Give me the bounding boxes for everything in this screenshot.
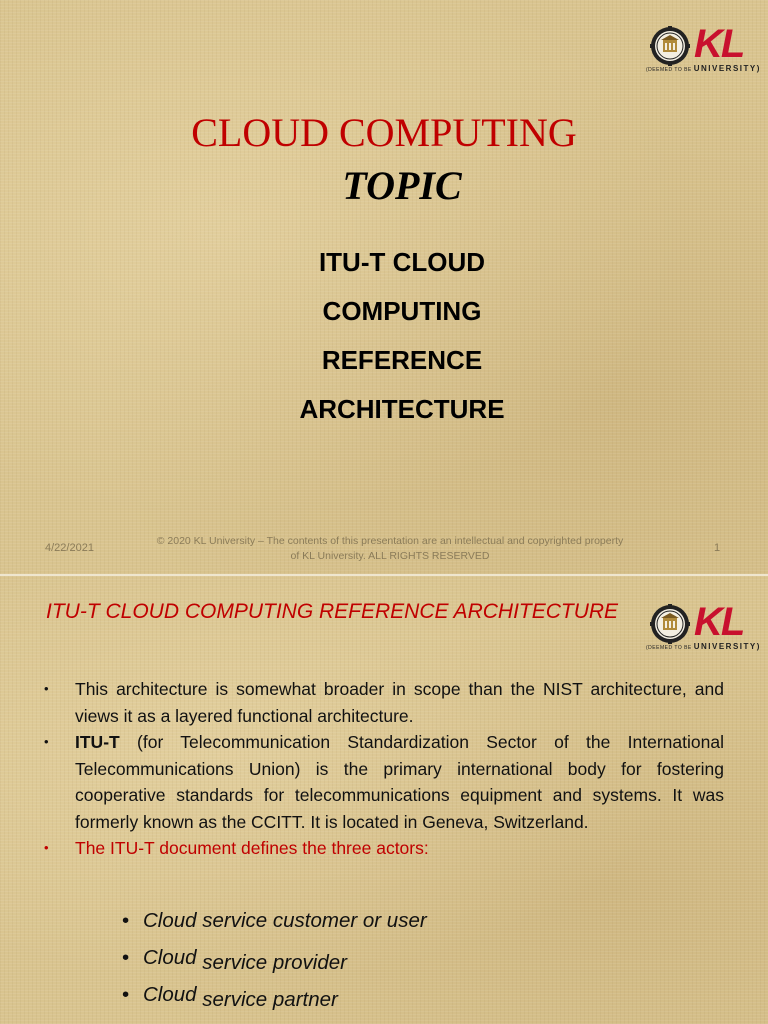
- list-item: [122, 902, 427, 939]
- actor-text-first: Cloud: [143, 946, 197, 969]
- copyright-line: of KL University. ALL RIGHTS RESERVED: [290, 550, 490, 562]
- bullet-icon: •: [122, 983, 130, 1006]
- logo-deemed-text: (DEEMED TO BE: [646, 67, 692, 73]
- list-item: [44, 729, 724, 835]
- subtitle-line: ITU-T CLOUD: [318, 247, 486, 277]
- actor-text-rest: service partner: [196, 988, 338, 1011]
- university-seal-icon: [650, 604, 690, 644]
- slide-title-topic: TOPIC: [342, 163, 462, 208]
- actor-text-first: Cloud: [143, 983, 197, 1006]
- logo-kl-text: KL: [694, 22, 744, 66]
- actor-text: Cloud service customer or user: [143, 909, 427, 932]
- bullet-text: This architecture is somewhat broader in scope than the NIST architecture, and views it as a layered functional architecture.: [75, 679, 724, 726]
- kl-university-logo: [646, 598, 766, 654]
- footer-date: 4/22/2021: [45, 542, 94, 554]
- bullet-list: [44, 676, 724, 862]
- university-seal-icon: [650, 26, 690, 66]
- subtitle-line: COMPUTING: [322, 296, 482, 326]
- bullet-icon: •: [122, 909, 130, 932]
- logo-university-text: UNIVERSITY): [693, 642, 761, 651]
- list-item: [122, 976, 427, 1013]
- kl-university-logo: [646, 20, 766, 76]
- footer-copyright: [120, 534, 660, 564]
- page-number: 1: [714, 542, 721, 554]
- slide-subtitle: [0, 238, 768, 434]
- bullet-text: (for Telecommunication Standardization Sector of the International Telecommunications Union) is the primary international body for fostering cooperative standards for telecommunications equipment and systems. It was formerly known as the CCITT. It is located in Geneva, Switzerland.: [75, 732, 724, 832]
- subtitle-line: ARCHITECTURE: [299, 394, 505, 424]
- list-item: [44, 676, 724, 729]
- bullet-text: The ITU-T document defines the three actors:: [75, 838, 429, 858]
- copyright-line: © 2020 KL University – The contents of this presentation are an intellectual and copyrighted property: [156, 535, 624, 547]
- bullet-icon: •: [44, 840, 49, 855]
- list-item: [44, 835, 724, 862]
- logo-deemed-text: (DEEMED TO BE: [646, 645, 692, 651]
- slide-2: [0, 576, 768, 1024]
- logo-kl-text: KL: [694, 600, 744, 644]
- slide-title: CLOUD COMPUTING: [191, 110, 577, 155]
- actor-text-rest: service provider: [196, 951, 347, 974]
- logo-subtitle: [646, 642, 768, 651]
- logo-university-text: UNIVERSITY): [693, 64, 761, 73]
- bullet-icon: •: [44, 681, 49, 696]
- bullet-icon: •: [122, 946, 130, 969]
- subtitle-line: REFERENCE: [321, 345, 483, 375]
- slide-heading: ITU-T CLOUD COMPUTING REFERENCE ARCHITECTURE: [46, 600, 619, 623]
- logo-subtitle: [646, 64, 768, 73]
- bullet-bold-term: ITU-T: [75, 732, 120, 752]
- bullet-icon: •: [44, 734, 49, 749]
- list-item: [122, 939, 427, 976]
- actor-list: [122, 902, 427, 1013]
